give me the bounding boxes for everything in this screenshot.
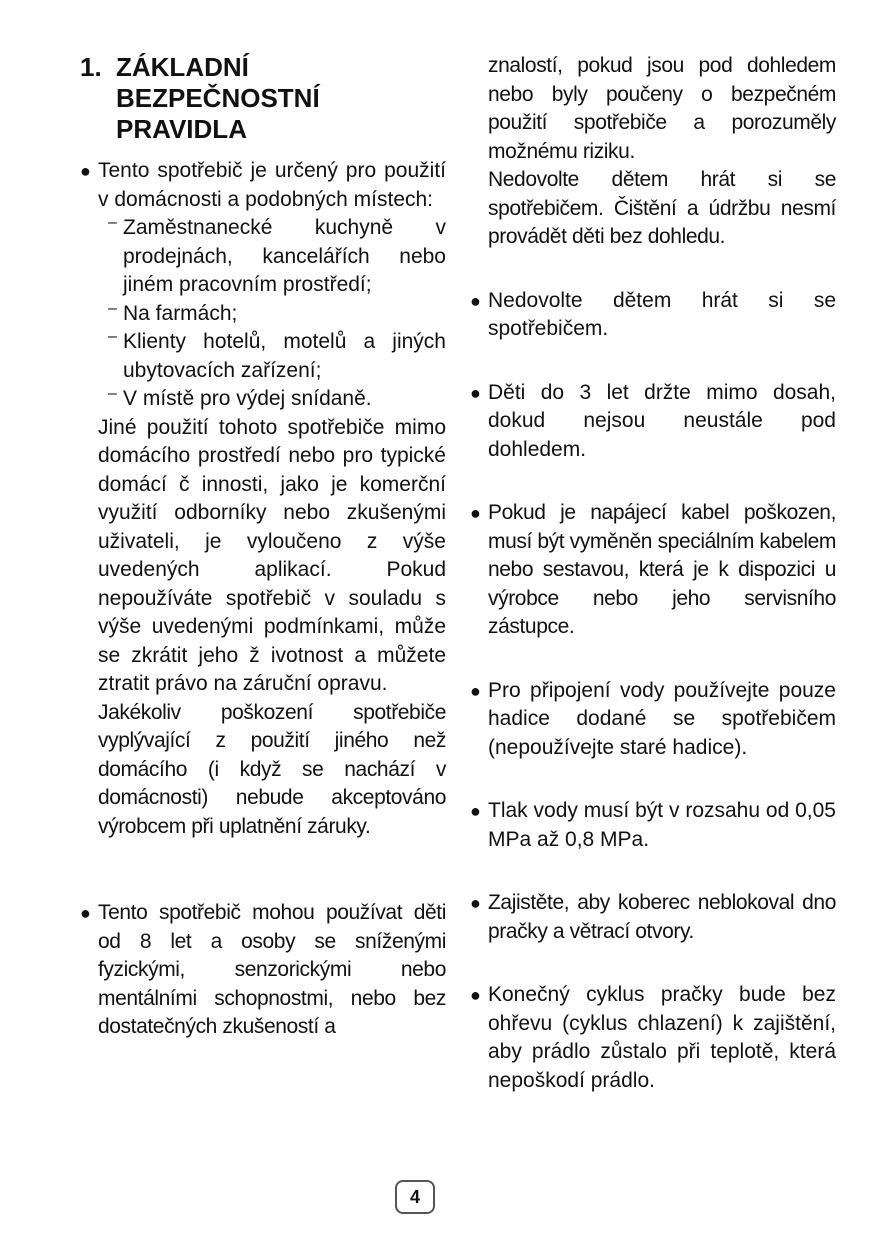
sub-item — [108, 385, 446, 414]
continuation-paragraph: znalostí, pokud jsou pod dohledem nebo byly poučeny o bezpečném použití spotřebiče a porozuměly možnému riziku. — [488, 54, 836, 163]
bullet-icon: ● — [470, 382, 481, 403]
bullet-text: Pokud je napájecí kabel poškozen, musí být vyměněn speciálním kabelem nebo sestavou, která je k dispozici u výrobce nebo jeho servisního zástupce. — [488, 501, 836, 638]
bullet-icon: ● — [470, 801, 481, 821]
bullet-text: Děti do 3 let držte mimo dosah, dokud nejsou neustále pod dohledem. — [488, 380, 836, 461]
sub-item — [108, 300, 446, 329]
sub-item — [108, 214, 446, 300]
bullet-item — [80, 157, 446, 841]
bullet-icon: ● — [470, 893, 481, 913]
bullet-icon: ● — [470, 503, 481, 523]
dash-icon: – — [108, 385, 117, 402]
dash-icon: – — [108, 299, 117, 317]
paragraph: Jiné použití tohoto spotřebiče mimo domácího prostředí nebo pro typické domácí č innosti, jako je komerční využití odborníky nebo zkušenými uživateli, je vyloučeno z výše uvedených aplikací. Pokud nepoužíváte spotřebič v souladu s výše uvedenými podmínkami, může se zkrátit jeho ž ivotnost a můžete ztratit právo na záruční opravu. — [98, 415, 446, 695]
continuation-paragraph: Nedovolte dětem hrát si se spotřebičem. Čištění a údržbu nesmí provádět děti bez dohledu. — [488, 168, 836, 248]
sub-item — [108, 328, 446, 385]
bullet-icon: ● — [470, 680, 481, 701]
page-number: 4 — [395, 1180, 435, 1214]
bullet-item — [470, 499, 836, 642]
bullet-text: Pro připojení vody používejte pouze hadice dodané se spotřebičem (nepoužívejte staré hadice). — [488, 678, 836, 759]
section-title: ZÁKLADNÍ BEZPEČNOSTNÍ PRAVIDLA — [116, 52, 320, 144]
bullet-text: Nedovolte dětem hrát si se spotřebičem. — [488, 288, 836, 340]
sub-item-text: Na farmách; — [123, 301, 238, 325]
section-heading — [80, 52, 446, 145]
bullet-icon: ● — [80, 161, 91, 181]
bullet-item — [470, 379, 836, 465]
bullet-icon: ● — [470, 985, 481, 1005]
bullet-item — [470, 797, 836, 854]
bullet-text: Zajistěte, aby koberec neblokoval dno pračky a větrací otvory. — [488, 891, 836, 943]
bullet-item — [470, 287, 836, 344]
bullet-text: Konečný cyklus pračky bude bez ohřevu (cyklus chlazení) k zajištění, aby prádlo zůstalo při teplotě, která nepoškodí prádlo. — [488, 983, 836, 1092]
sub-item-text: Klienty hotelů, motelů a jiných ubytovacích zařízení; — [123, 330, 446, 382]
bullet-text: Tlak vody musí být v rozsahu od 0,05 MPa až 0,8 MPa. — [488, 799, 836, 851]
left-column — [80, 52, 446, 1042]
dash-icon: – — [108, 328, 117, 345]
bullet-item — [80, 899, 446, 1042]
bullet-text: Tento spotřebič mohou používat děti od 8 let a osoby se sníženými fyzickými, senzorickými nebo mentálními schopnostmi, nebo bez dostatečných zkušeností a — [98, 901, 446, 1038]
sub-item-text: Zaměstnanecké kuchyně v prodejnách, kancelářích nebo jiném pracovním prostředí; — [123, 216, 446, 296]
paragraph: Jakékoliv poškození spotřebiče vyplývající z použití jiného než domácího (i když se nachází v domácnosti) nebude akceptováno výrobcem při uplatnění záruky. — [98, 700, 446, 838]
right-column — [470, 52, 836, 1095]
bullet-item — [470, 981, 836, 1095]
dash-icon: – — [108, 214, 117, 231]
bullet-item — [470, 889, 836, 946]
bullet-text: Tento spotřebič je určený pro použití v domácnosti a podobných místech: — [98, 159, 446, 211]
bullet-item — [470, 677, 836, 763]
sub-item-text: V místě pro výdej snídaně. — [123, 387, 372, 410]
bullet-icon: ● — [80, 903, 91, 923]
bullet-icon: ● — [470, 290, 481, 311]
section-number: 1. — [80, 52, 102, 82]
